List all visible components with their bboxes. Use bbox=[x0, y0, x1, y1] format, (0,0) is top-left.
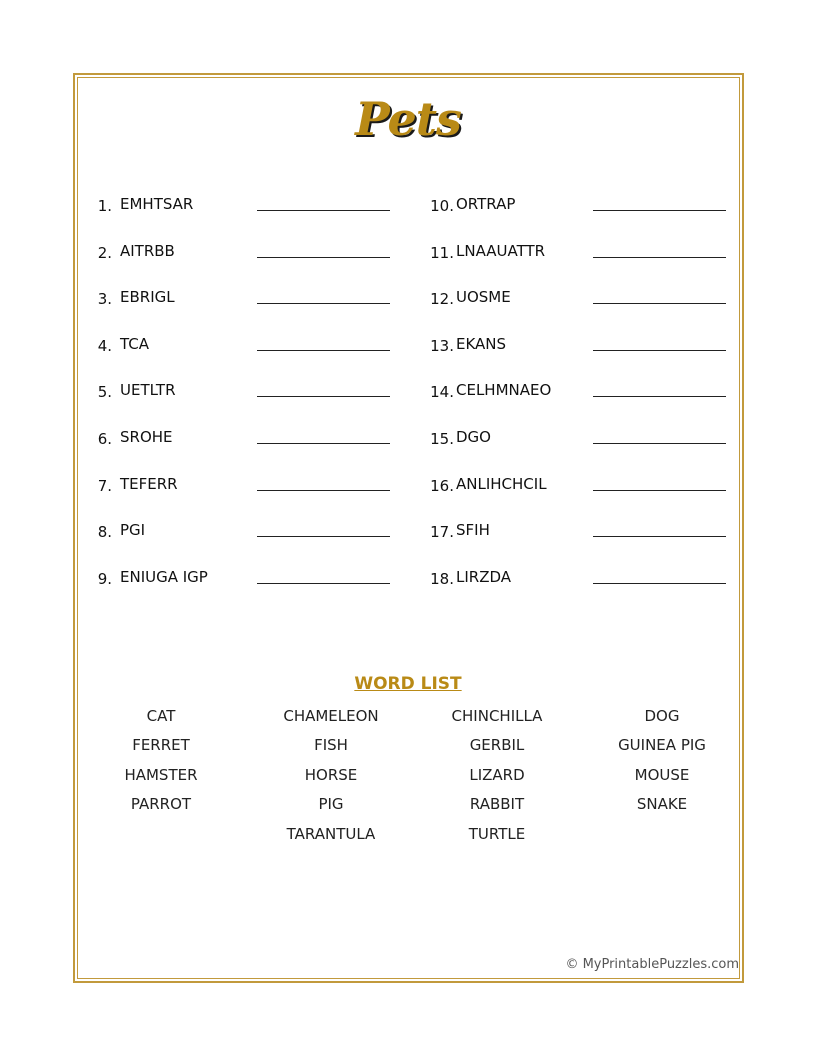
puzzle-row bbox=[88, 566, 388, 590]
puzzle-number: 17. bbox=[430, 523, 454, 542]
answer-line[interactable] bbox=[257, 583, 390, 584]
scrambled-word: ENIUGA IGP bbox=[120, 567, 208, 586]
puzzle-number: 14. bbox=[430, 383, 454, 402]
puzzle-row bbox=[88, 519, 388, 543]
puzzle-number: 1. bbox=[97, 197, 112, 215]
puzzle-number: 3. bbox=[97, 290, 112, 309]
scrambled-word: CELHMNAEO bbox=[456, 381, 552, 400]
answer-line[interactable] bbox=[257, 303, 390, 304]
puzzle-row bbox=[424, 473, 724, 497]
puzzle-row bbox=[424, 333, 724, 357]
puzzle-row bbox=[424, 379, 724, 403]
puzzle-row bbox=[424, 426, 724, 450]
word-list-item: PARROT bbox=[130, 795, 192, 814]
scrambled-word: SROHE bbox=[120, 428, 173, 446]
answer-line[interactable] bbox=[257, 257, 390, 258]
word-list-item: GERBIL bbox=[469, 736, 525, 755]
word-list-item: PIG bbox=[318, 795, 344, 814]
scrambled-word: LNAAUATTR bbox=[456, 241, 546, 260]
word-list-item: TURTLE bbox=[468, 824, 526, 843]
word-list-item: CHINCHILLA bbox=[451, 707, 543, 725]
answer-line[interactable] bbox=[257, 396, 390, 397]
puzzle-number: 4. bbox=[97, 336, 112, 355]
puzzle-number: 15. bbox=[430, 430, 454, 448]
puzzle-number: 6. bbox=[97, 430, 112, 448]
puzzle-number: 11. bbox=[430, 243, 454, 262]
puzzle-number: 13. bbox=[430, 336, 454, 355]
puzzle-row bbox=[88, 240, 388, 264]
puzzle-row bbox=[88, 193, 388, 217]
puzzle-row bbox=[424, 193, 724, 217]
word-list-item: GUINEA PIG bbox=[618, 736, 706, 755]
scrambled-word: ANLIHCHCIL bbox=[456, 474, 547, 493]
scrambled-word: EKANS bbox=[456, 334, 507, 353]
page-title: Pets bbox=[355, 92, 461, 146]
scrambled-word: PGI bbox=[120, 521, 146, 540]
word-list-item: HAMSTER bbox=[124, 765, 198, 784]
puzzle-row bbox=[88, 379, 388, 403]
puzzle-number: 10. bbox=[430, 197, 454, 215]
answer-line[interactable] bbox=[257, 536, 390, 537]
answer-line[interactable] bbox=[593, 257, 726, 258]
word-list-item: LIZARD bbox=[469, 765, 525, 784]
puzzle-number: 9. bbox=[97, 569, 112, 588]
answer-line[interactable] bbox=[593, 396, 726, 397]
puzzle-number: 12. bbox=[430, 290, 454, 309]
scrambled-word: TEFERR bbox=[120, 474, 178, 493]
puzzle-row bbox=[424, 566, 724, 590]
copyright-notice: © MyPrintablePuzzles.com bbox=[565, 957, 739, 972]
scrambled-word: AITRBB bbox=[120, 241, 175, 260]
word-list-item: RABBIT bbox=[469, 795, 525, 814]
word-list-item: CHAMELEON bbox=[283, 707, 379, 725]
answer-line[interactable] bbox=[593, 443, 726, 444]
answer-line[interactable] bbox=[593, 490, 726, 491]
puzzle-row bbox=[88, 473, 388, 497]
scrambled-word: DGO bbox=[456, 428, 491, 446]
answer-line[interactable] bbox=[257, 443, 390, 444]
puzzle-number: 8. bbox=[97, 523, 112, 542]
word-list-item: SNAKE bbox=[636, 795, 688, 814]
puzzle-row bbox=[424, 519, 724, 543]
puzzle-row bbox=[88, 333, 388, 357]
scrambled-word: LIRZDA bbox=[456, 567, 512, 586]
puzzle-number: 16. bbox=[430, 476, 454, 495]
answer-line[interactable] bbox=[257, 490, 390, 491]
answer-line[interactable] bbox=[593, 583, 726, 584]
puzzle-number: 7. bbox=[97, 476, 112, 495]
puzzle-row bbox=[424, 240, 724, 264]
scrambled-word: EMHTSAR bbox=[120, 195, 194, 213]
scrambled-word: UOSME bbox=[456, 288, 511, 307]
answer-line[interactable] bbox=[593, 210, 726, 211]
word-list-item: FISH bbox=[314, 736, 348, 755]
scrambled-word: TCA bbox=[120, 334, 150, 353]
answer-line[interactable] bbox=[257, 210, 390, 211]
word-list-title: WORD LIST bbox=[354, 674, 462, 694]
puzzle-row bbox=[424, 286, 724, 310]
word-list-item: MOUSE bbox=[634, 765, 690, 784]
scrambled-word: ORTRAP bbox=[456, 195, 516, 213]
word-list-item: TARANTULA bbox=[286, 824, 376, 843]
word-list-item: FERRET bbox=[132, 736, 190, 755]
puzzle-row bbox=[88, 426, 388, 450]
answer-line[interactable] bbox=[593, 350, 726, 351]
word-list-item: DOG bbox=[644, 707, 680, 725]
scrambled-word: UETLTR bbox=[120, 381, 176, 400]
answer-line[interactable] bbox=[593, 303, 726, 304]
puzzle-number: 5. bbox=[97, 383, 112, 402]
scrambled-word: SFIH bbox=[456, 521, 490, 540]
word-list-item: CAT bbox=[146, 707, 176, 725]
puzzle-row bbox=[88, 286, 388, 310]
puzzle-number: 18. bbox=[430, 569, 454, 588]
answer-line[interactable] bbox=[593, 536, 726, 537]
scrambled-word: EBRIGL bbox=[120, 288, 175, 307]
word-list-item: HORSE bbox=[304, 765, 358, 784]
answer-line[interactable] bbox=[257, 350, 390, 351]
puzzle-number: 2. bbox=[97, 243, 112, 262]
